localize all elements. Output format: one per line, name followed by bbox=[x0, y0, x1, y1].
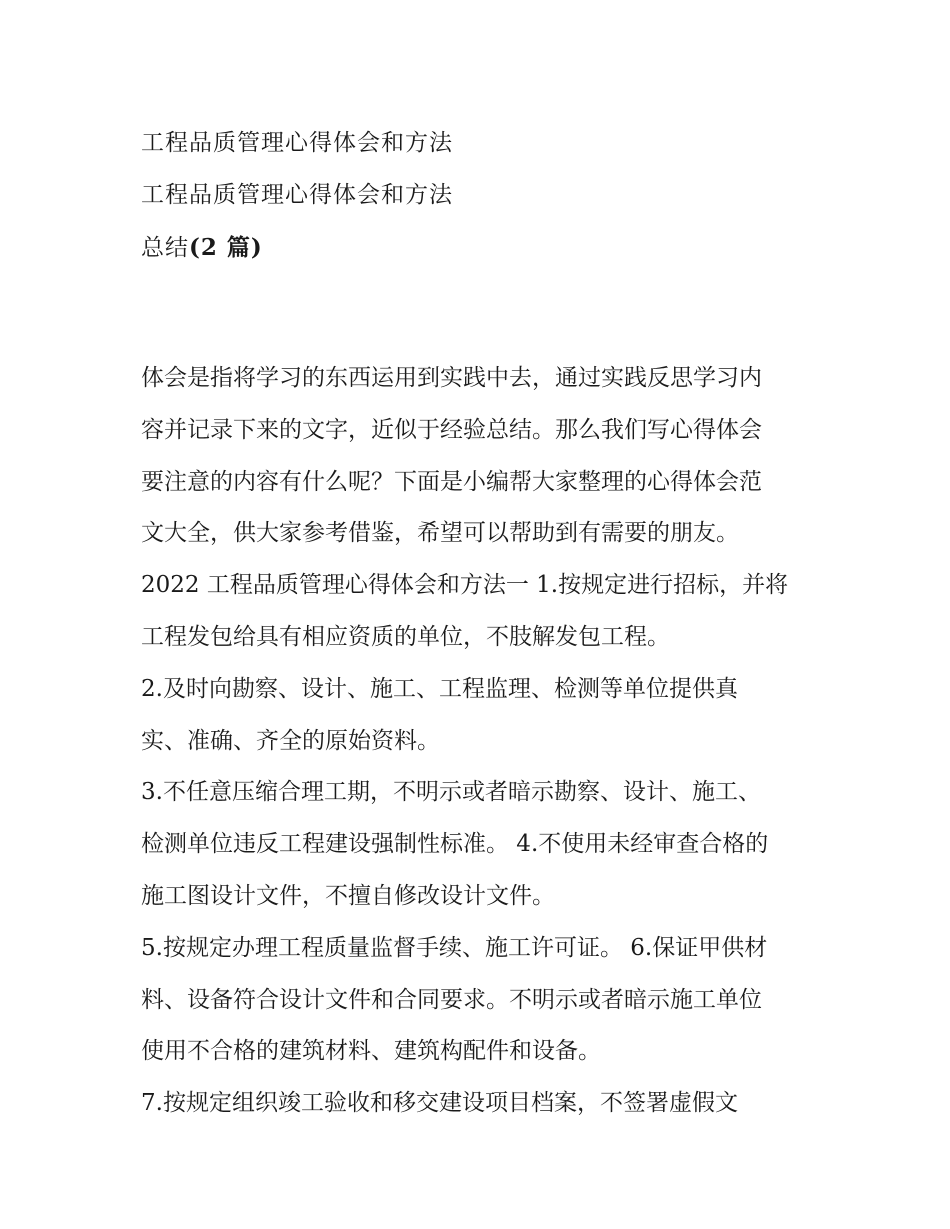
body-line: 实、准确、齐全的原始资料。 bbox=[141, 727, 440, 754]
body-line: 7.按规定组织竣工验收和移交建设项目档案，不签署虚假文 bbox=[141, 1090, 738, 1117]
body-line: 料、设备符合设计文件和合同要求。不明示或者暗示施工单位 bbox=[141, 986, 762, 1013]
body-line: 容并记录下来的文字，近似于经验总结。那么我们写心得体会 bbox=[141, 416, 762, 443]
body-line: 2022 工程品质管理心得体会和方法一 1.按规定进行招标，并将 bbox=[141, 572, 789, 599]
body-line: 检测单位违反工程建设强制性标准。 4.不使用未经审查合格的 bbox=[141, 831, 769, 858]
body-line: 5.按规定办理工程质量监督手续、施工许可证。 6.保证甲供材 bbox=[141, 934, 768, 961]
body-line: 文大全，供大家参考借鉴，希望可以帮助到有需要的朋友。 bbox=[141, 520, 739, 547]
body-line: 施工图设计文件，不擅自修改设计文件。 bbox=[141, 882, 555, 909]
body-line: 使用不合格的建筑材料、建筑构配件和设备。 bbox=[141, 1038, 601, 1065]
body-line: 3.不任意压缩合理工期，不明示或者暗示勘察、设计、施工、 bbox=[141, 779, 761, 806]
title-line-3-suffix: (2 篇) bbox=[189, 233, 263, 261]
body-text bbox=[141, 353, 821, 1130]
title-line-3 bbox=[141, 222, 821, 275]
title-line-3-text: 总结 bbox=[141, 234, 189, 261]
body-line: 要注意的内容有什么呢？下面是小编帮大家整理的心得体会范 bbox=[141, 468, 762, 495]
body-line: 工程发包给具有相应资质的单位，不肢解发包工程。 bbox=[141, 623, 670, 650]
body-line: 体会是指将学习的东西运用到实践中去，通过实践反思学习内 bbox=[141, 365, 762, 391]
title-line-2: 工程品质管理心得体会和方法 bbox=[141, 181, 453, 208]
document-title bbox=[141, 118, 821, 274]
title-line-1: 工程品质管理心得体会和方法 bbox=[141, 130, 453, 156]
body-line: 2.及时向勘察、设计、施工、工程监理、检测等单位提供真 bbox=[141, 675, 738, 702]
